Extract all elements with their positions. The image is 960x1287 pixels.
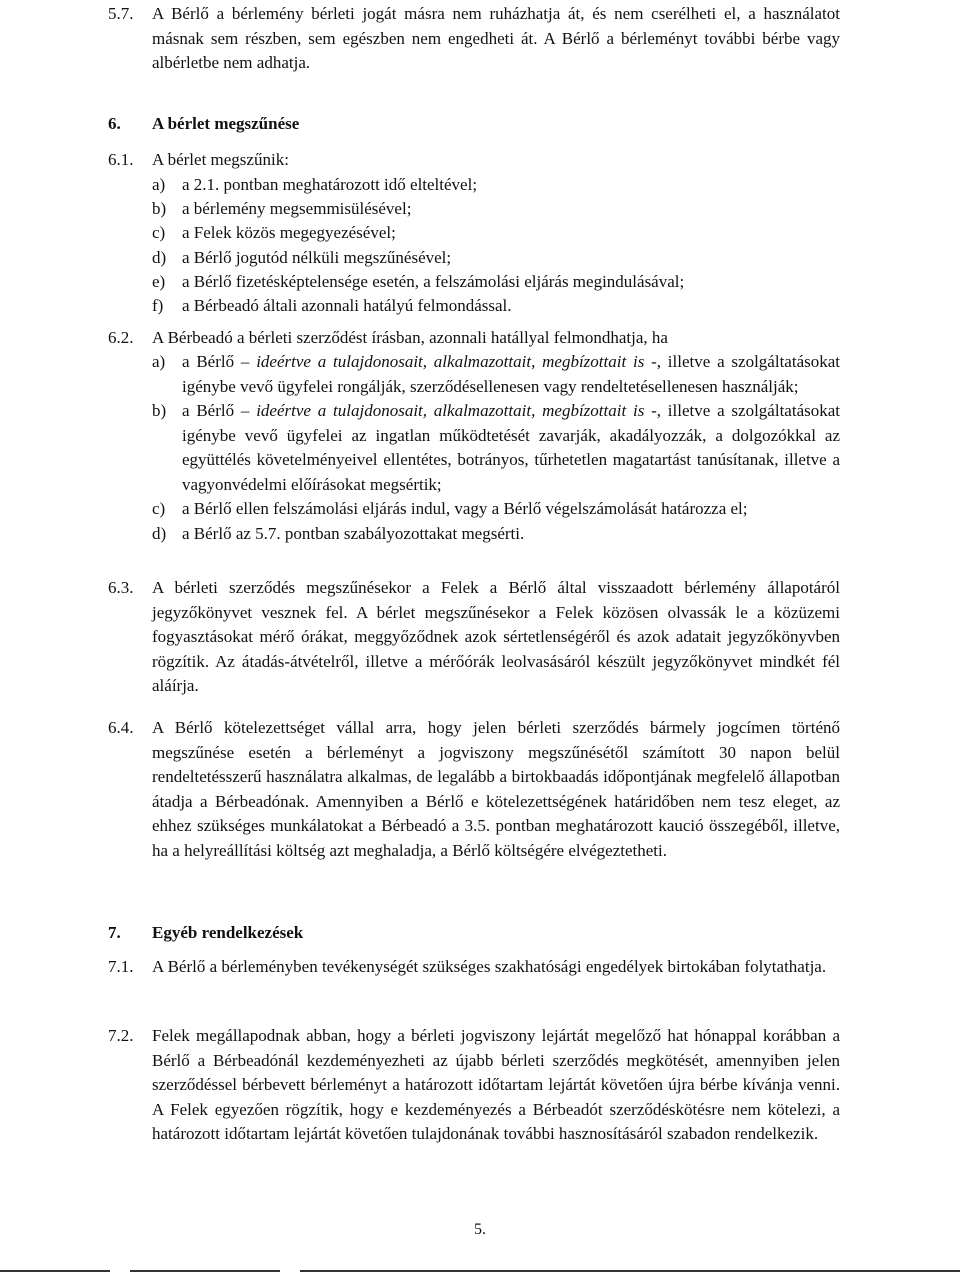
- list-item: c) a Bérlő ellen felszámolási eljárás indul, vagy a Bérlő végelszámolását határozza el;: [152, 499, 748, 518]
- list-item: b) a bérlemény megsemmisülésével;: [152, 199, 412, 219]
- section-5-7-text: A Bérlő a bérlemény bérleti jogát másra nem ruházhatja át, és nem cserélheti el, a használatot másnak sem részben, sem egészben nem engedheti át. A Bérlő a bérleményt további bérbe vagy albérletbe nem adhatja.: [152, 4, 840, 72]
- section-number: 7.2.: [108, 1026, 134, 1045]
- list-item: c) a Felek közös megegyezésével;: [152, 223, 396, 243]
- list-item: d) a Bérlő jogutód nélküli megszűnésével;: [152, 247, 452, 267]
- section-6-3-text: A bérleti szerződés megszűnésekor a Felek a Bérlő által visszaadott bérlemény állapotáról jegyzőkönyvet vesznek fel. A bérlet megszűnésekor a Felek közösen olvassák le a közüzemi fogyasztásokat mérő órákat, meggyőződnek azok sértetlenségéről és azok adatait jegyzőkönyvben rögzítik. Az átadás-átvételről, illetve a mérőórák leolvasásáról készült jegyzőkönyvet mindkét fél aláírja.: [152, 578, 840, 695]
- footer-rule: [0, 1270, 110, 1272]
- termination-list: [152, 173, 840, 318]
- footer-rule: [130, 1270, 280, 1272]
- section-7-2-text: Felek megállapodnak abban, hogy a bérleti jogviszony lejártát megelőző hat hónappal korábban a Bérlő a Bérbeadónál kezdeményezheti az újabb bérleti szerződés megkötését, amennyiben jelen szerződéssel bérbevett bérleményt a határozott időtartam lejártát követően újra bérbe kívánja venni. A Felek egyezően rögzítik, hogy e kezdeményezés a Bérbeadót szerződéskötésre nem kötelezi, a határozott időtartam lejártát követően tulajdonának további hasznosításáról szabadon rendelkezik.: [152, 1026, 840, 1143]
- chapter-number: 7.: [108, 923, 121, 942]
- section-number: 6.3.: [108, 578, 134, 597]
- list-item: e) a Bérlő fizetésképtelensége esetén, a felszámolási eljárás megindulásával;: [152, 271, 685, 291]
- list-item: b) a Bérlő – ideértve a tulajdonosait, alkalmazottait, megbízottait is -, illetve a szolgáltatásokat igénybe vevő ügyfelei az ingatlan működtetését zavarják, akadályozzák, a dolgozókkal az együttélés követelményeivel ellentétes, botrányos, tűrhetetlen magatartást tanúsítanak, illetve a vagyonvédelmi előírásokat megsértik;: [152, 401, 840, 494]
- page-number: 5.: [474, 1221, 486, 1238]
- chapter-title: A bérlet megszűnése: [152, 114, 300, 133]
- termination-conditions-list: [152, 350, 840, 546]
- chapter-title: Egyéb rendelkezések: [152, 923, 304, 942]
- section-number: 5.7.: [108, 4, 134, 23]
- list-item: a) a Bérlő – ideértve a tulajdonosait, alkalmazottait, megbízottait is -, illetve a szolgáltatásokat igénybe vevő ügyfelei rongálják, szerződésellenesen vagy rendeltetésellenesen használják;: [152, 352, 840, 396]
- section-6-2-text: A Bérbeadó a bérleti szerződést írásban, azonnali hatállyal felmondhatja, ha: [152, 328, 668, 347]
- section-number: 7.1.: [108, 957, 134, 976]
- section-number: 6.2.: [108, 328, 134, 347]
- section-number: 6.1.: [108, 150, 134, 169]
- footer-rule: [300, 1270, 960, 1272]
- list-item: a) a 2.1. pontban meghatározott idő elteltével;: [152, 175, 478, 194]
- chapter-number: 6.: [108, 114, 121, 133]
- section-number: 6.4.: [108, 718, 134, 737]
- section-7-1-text: A Bérlő a bérleményben tevékenységét szükséges szakhatósági engedélyek birtokában folytathatja.: [152, 957, 827, 976]
- list-item: f) a Bérbeadó általi azonnali hatályú felmondással.: [152, 296, 512, 316]
- section-6-1-text: A bérlet megszűnik:: [152, 150, 289, 169]
- list-item: d) a Bérlő az 5.7. pontban szabályozottakat megsérti.: [152, 523, 525, 543]
- section-6-4-text: A Bérlő kötelezettséget vállal arra, hogy jelen bérleti szerződés bármely jogcímen történő megszűnése esetén a bérleményt a jogviszony megszűnésétől számított 30 napon belül rendeltetésszerű használatra alkalmas, de legalább a birtokbaadás időpontjának megfelelő állapotban átadja a Bérbeadónak. Amennyiben a Bérlő e kötelezettségének határidőben nem tesz eleget, az ehhez szükséges munkálatokat a Bérbeadó a 3.5. pontban meghatározott kaució összegéből, illetve, ha a helyreállítási költség azt meghaladja, a Bérlő költségére elvégeztetheti.: [152, 718, 840, 860]
